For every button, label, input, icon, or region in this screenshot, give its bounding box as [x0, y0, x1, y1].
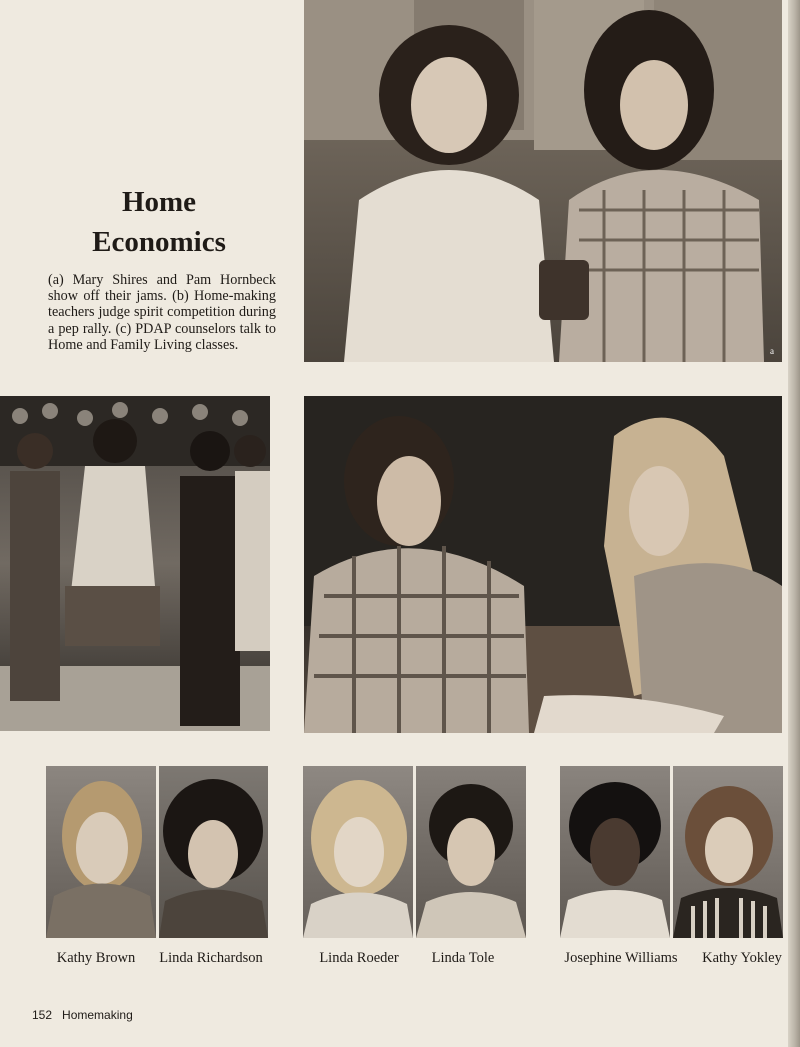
faculty-name: Linda Richardson: [159, 950, 263, 966]
page-number: 152: [32, 1008, 53, 1022]
portrait-kathy-brown: [46, 766, 156, 938]
page-footer: [32, 1008, 133, 1022]
portrait-illustration: [303, 766, 413, 938]
faculty-name: Kathy Brown: [56, 950, 136, 966]
portrait-linda-richardson: [159, 766, 268, 938]
title-line-1: Home: [121, 186, 197, 218]
portrait-illustration: [46, 766, 156, 938]
portrait-illustration: [560, 766, 670, 938]
portrait-illustration: [416, 766, 526, 938]
faculty-name: Linda Tole: [431, 950, 495, 966]
faculty-name: Linda Roeder: [319, 950, 399, 966]
portrait-linda-roeder: [303, 766, 413, 938]
portrait-josephine-williams: [560, 766, 670, 938]
faculty-name: Josephine Williams: [564, 950, 678, 966]
page-binding-edge: [788, 0, 800, 1047]
portrait-illustration: [673, 766, 783, 938]
section-title: [40, 182, 278, 262]
photo-b-illustration: [0, 396, 270, 731]
photo-caption: (a) Mary Shires and Pam Hornbeck show off their jams. (b) Home-making teachers judge spirit competition during a pep rally. (c) PDAP counselors talk to Home and Family Living classes.: [48, 272, 276, 353]
photo-a-jams: [304, 0, 782, 362]
photo-c-illustration: [304, 396, 782, 733]
photo-a-corner-label: a: [770, 346, 774, 356]
photo-c-counselors: [304, 396, 782, 733]
portrait-illustration: [159, 766, 268, 938]
portrait-kathy-yokley: [673, 766, 783, 938]
portrait-linda-tole: [416, 766, 526, 938]
section-name: Homemaking: [62, 1008, 133, 1022]
photo-a-illustration: [304, 0, 782, 362]
title-line-2: Economics: [92, 226, 226, 258]
photo-b-pep-rally: [0, 396, 270, 731]
faculty-name: Kathy Yokley: [702, 950, 782, 966]
